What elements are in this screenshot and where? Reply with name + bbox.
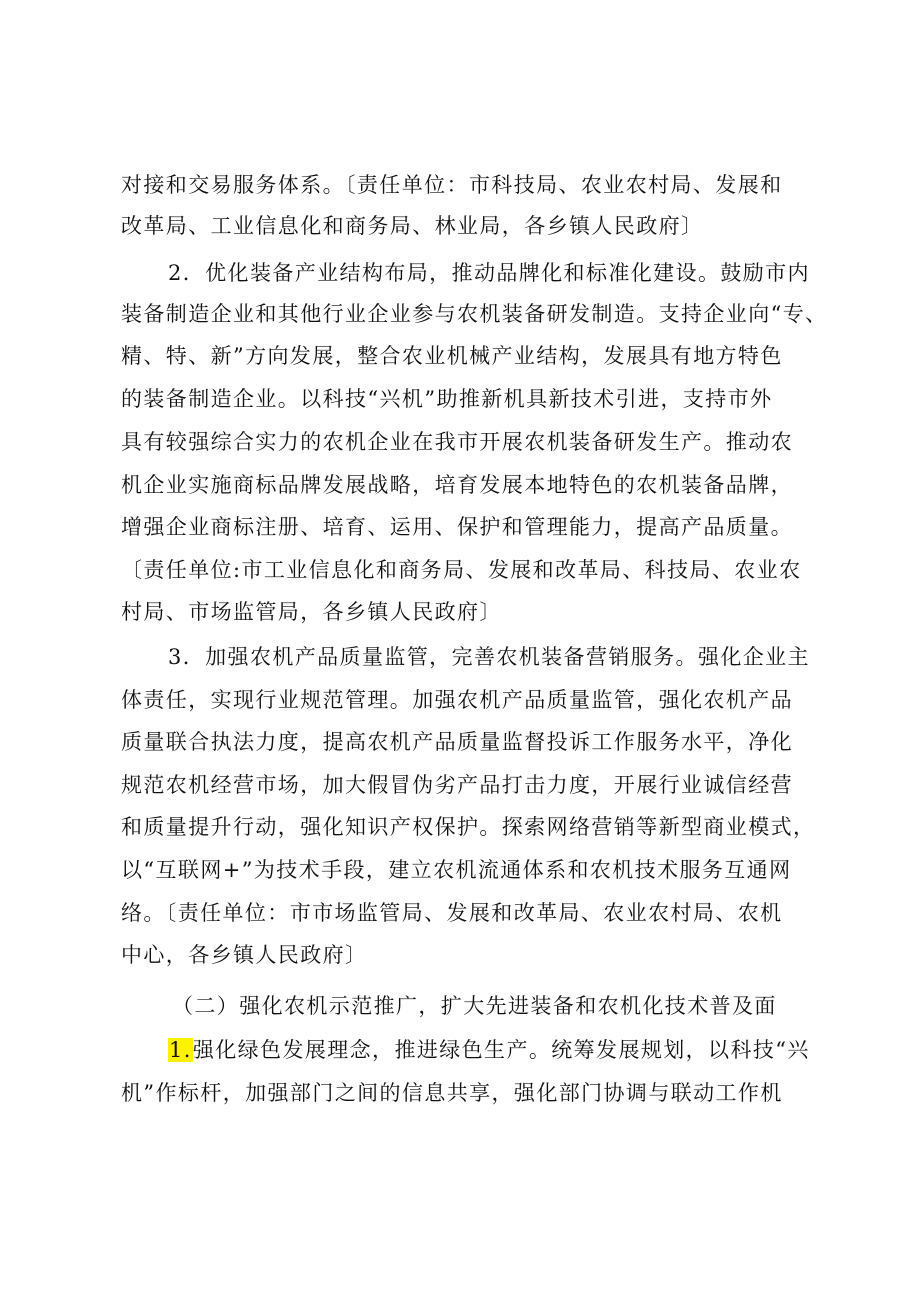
text-line-rest: 强化绿色发展理念，推进绿色生产。统筹发展规划，以科技“兴 — [192, 1038, 810, 1062]
text-line: 中心，各乡镇人民政府〕 — [121, 943, 368, 967]
text-line: 精、特、新”方向发展，整合农业机械产业结构，发展具有地方特色 — [121, 344, 783, 368]
text-line: 改革局、工业信息化和商务局、林业局，各乡镇人民政府〕 — [121, 214, 704, 238]
text-line: 具有较强综合实力的农机企业在我市开展农机装备研发生产。推动农 — [121, 430, 793, 454]
text-line: 机”作标杆，加强部门之间的信息共享，强化部门协调与联动工作机 — [121, 1081, 783, 1105]
text-line: 村局、市场监管局，各乡镇人民政府〕 — [121, 600, 502, 624]
text-line: 装备制造企业和其他行业企业参与农机装备研发制造。支持企业向“专、 — [121, 302, 828, 326]
text-line: 3．加强农机产品质量监管，完善农机装备营销服务。强化企业主 — [168, 645, 810, 669]
section-heading: （二）强化农机示范推广，扩大先进装备和农机化技术普及面 — [172, 994, 777, 1018]
text-line: 〔责任单位:市工业信息化和商务局、发展和改革局、科技局、农业农 — [121, 558, 802, 582]
text-line: 体责任，实现行业规范管理。加强农机产品质量监管，强化农机产品 — [121, 688, 793, 712]
text-line: 机企业实施商标品牌发展战略，培育发展本地特色的农机装备品牌， — [121, 473, 793, 497]
text-line: 对接和交易服务体系。〔责任单位：市科技局、农业农村局、发展和 — [121, 173, 783, 197]
text-line: 质量联合执法力度，提高农机产品质量监督投诉工作服务水平，净化 — [121, 730, 793, 754]
highlighted-number: 1. — [169, 1038, 192, 1062]
text-line — [168, 1035, 810, 1065]
text-line: 以“互联网+”为技术手段，建立农机流通体系和农机技术服务互通网 — [121, 858, 792, 882]
text-line: 2．优化装备产业结构布局，推动品牌化和标准化建设。鼓励市内 — [168, 261, 810, 285]
text-line: 的装备制造企业。以科技“兴机”助推新机具新技术引进，支持市外 — [121, 387, 773, 411]
text-line: 规范农机经营市场，加大假冒伪劣产品打击力度，开展行业诚信经营 — [121, 773, 793, 797]
text-line: 络。〔责任单位：市市场监管局、发展和改革局、农业农村局、农机 — [121, 901, 783, 925]
text-line: 增强企业商标注册、培育、运用、保护和管理能力，提高产品质量。 — [121, 515, 793, 539]
text-line: 和质量提升行动，强化知识产权保护。探索网络营销等新型商业模式， — [121, 815, 816, 839]
